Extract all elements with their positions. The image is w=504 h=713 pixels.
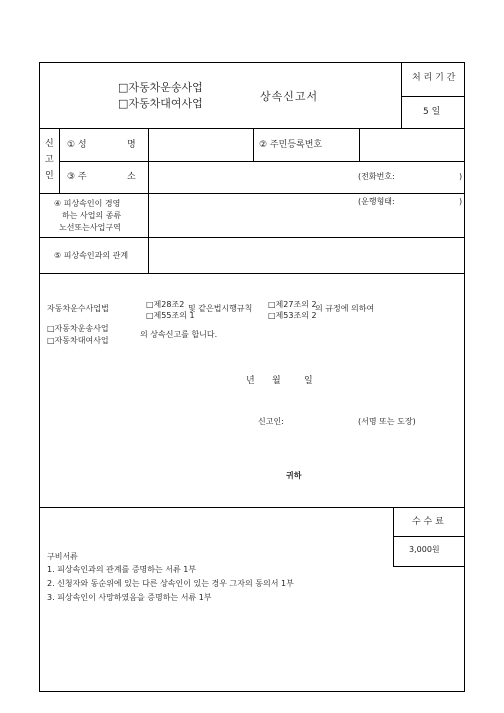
document-item-3: 3. 피상속인이 사망하였음을 증명하는 서류 1부 (47, 593, 212, 602)
reporter-section-label-2: 고 (45, 155, 54, 165)
name-field[interactable] (150, 130, 251, 160)
fee-label: 수 수 료 (412, 517, 444, 527)
business-checkbox-rental[interactable]: □자동차대여사업 (47, 336, 109, 345)
document-item-2: 2. 신청자와 동순위에 있는 다른 상속인이 있는 경우 그자의 동의서 1부 (47, 579, 294, 588)
law-name: 자동차운수사업법 (47, 304, 109, 313)
signature-note: (서명 또는 도장) (358, 417, 416, 426)
reporter-section-label-3: 인 (45, 171, 54, 181)
address-field[interactable] (150, 163, 355, 192)
resident-number-label: ② 주민등록번호 (259, 140, 323, 150)
business-label-line3: 노선또는사업구역 (59, 223, 121, 232)
resident-number-field[interactable] (361, 130, 463, 160)
article-checkbox-27-2[interactable]: □제27조의 2 (268, 300, 317, 309)
phone-close: ) (459, 172, 463, 181)
relation-label: ⑤ 피상속인과의 관계 (54, 251, 129, 260)
name-label-suffix: 명 (127, 140, 136, 150)
date-day: 일 (304, 376, 313, 386)
relation-field[interactable] (150, 239, 462, 271)
reporter-section-label-1: 신 (45, 139, 54, 149)
address-label: ③ 주 (67, 172, 87, 182)
business-label-line1: ④ 피상속인이 경영 (54, 199, 121, 208)
address-label-suffix: 소 (127, 172, 136, 182)
article-checkbox-28-2[interactable]: □제28조2 (146, 300, 185, 309)
documents-title: 구비서류 (47, 552, 78, 561)
processing-period-value: 5 일 (423, 107, 441, 117)
business-type-checkbox-transport[interactable]: □자동차운송사업 (118, 81, 203, 94)
enforcement-rule-text: 및 같은법시행규칙 (188, 304, 253, 313)
addressee: 귀하 (286, 471, 302, 480)
regulation-text: 의 규정에 의하여 (315, 304, 375, 313)
name-label: ① 성 (67, 140, 87, 150)
business-label-line2: 하는 사업의 종류 (62, 211, 122, 220)
business-type-checkbox-rental[interactable]: □자동차대여사업 (118, 97, 203, 110)
form-title: 상속신고서 (260, 90, 319, 103)
signer-field[interactable] (290, 414, 352, 428)
signer-label: 신고인: (258, 417, 284, 426)
date-month: 월 (272, 376, 281, 386)
processing-period-label: 처 리 기 간 (412, 73, 456, 83)
article-checkbox-55-1[interactable]: □제55조의 1 (146, 311, 195, 320)
declaration-text: 의 상속신고를 합니다. (140, 330, 218, 339)
document-item-1: 1. 피상속인과의 관계를 증명하는 서류 1부 (47, 565, 197, 574)
fee-value: 3,000원 (409, 545, 440, 554)
operation-type-label: (운행형태: (358, 197, 395, 206)
business-checkbox-transport[interactable]: □자동차운송사업 (47, 324, 109, 333)
article-checkbox-53-2[interactable]: □제53조의 2 (268, 311, 317, 320)
phone-label: (전화번호: (358, 172, 395, 181)
business-field[interactable] (150, 195, 355, 235)
date-year: 년 (246, 376, 255, 386)
operation-type-close: ) (459, 197, 463, 206)
